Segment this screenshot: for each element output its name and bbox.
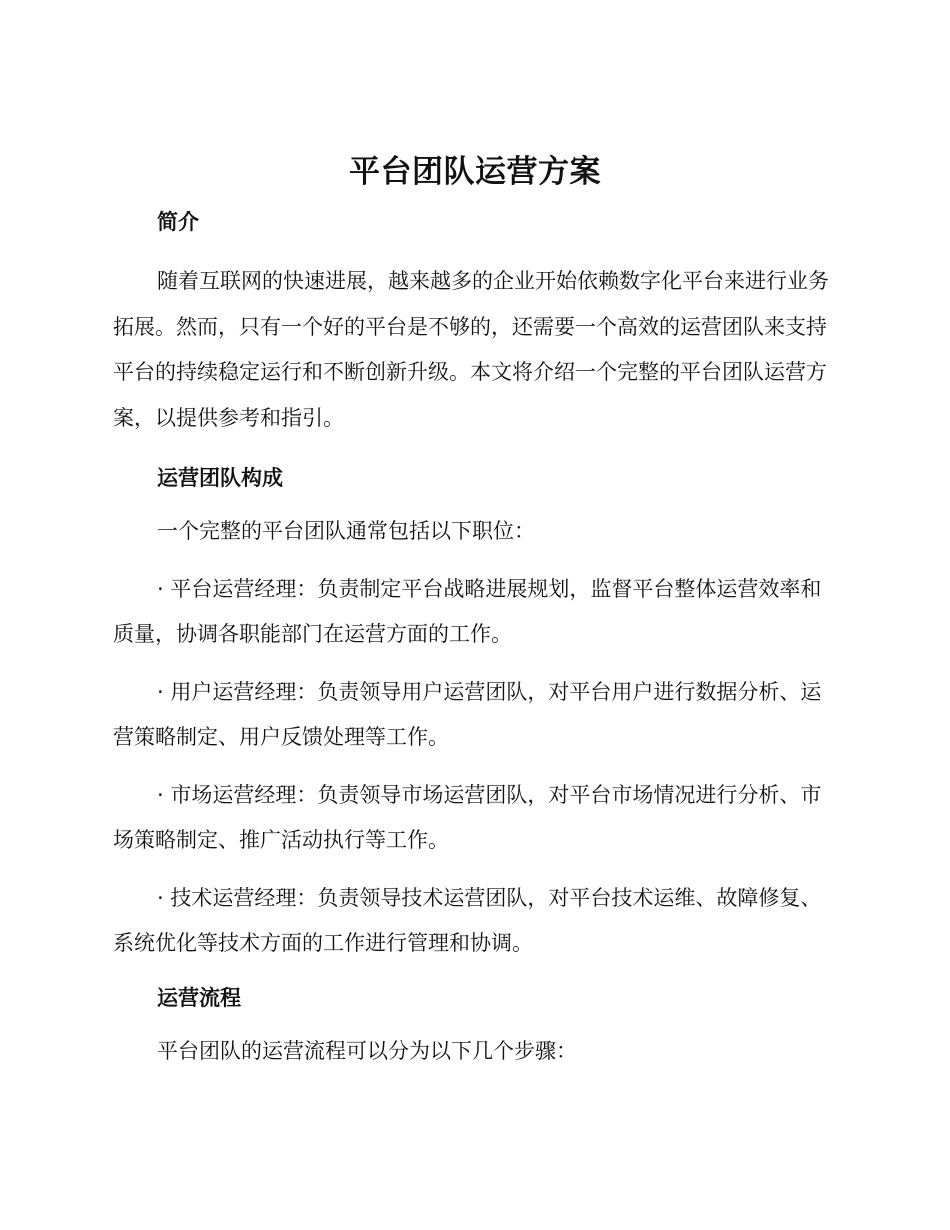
team-item-user-manager: · 用户运营经理：负责领导用户运营团队，对平台用户进行数据分析、运营策略制定、用户反馈处理等工作。 <box>113 679 822 749</box>
team-item-tech-manager: · 技术运营经理：负责领导技术运营团队，对平台技术运维、故障修复、系统优化等技术方面的工作进行管理和协调。 <box>113 885 822 955</box>
team-item-platform-manager: · 平台运营经理：负责制定平台战略进展规划，监督平台整体运营效率和质量，协调各职能部门在运营方面的工作。 <box>113 576 822 646</box>
team-lead-paragraph: 一个完整的平台团队通常包括以下职位： <box>157 519 535 543</box>
intro-paragraph: 随着互联网的快速进展，越来越多的企业开始依赖数字化平台来进行业务拓展。然而，只有一个好的平台是不够的，还需要一个高效的运营团队来支持平台的持续稳定运行和不断创新升级。本文将介绍一个完整的平台团队运营方案，以提供参考和指引。 <box>113 269 829 430</box>
process-lead-paragraph: 平台团队的运营流程可以分为以下几个步骤： <box>157 1038 577 1063</box>
section-heading-team: 运营团队构成 <box>157 466 283 490</box>
document-title: 平台团队运营方案 <box>349 154 601 190</box>
section-heading-intro: 简介 <box>157 210 199 234</box>
team-item-market-manager: · 市场运营经理：负责领导市场运营团队，对平台市场情况进行分析、市场策略制定、推广活动执行等工作。 <box>113 782 822 852</box>
document-body <box>113 203 835 1074</box>
section-heading-process: 运营流程 <box>157 985 241 1010</box>
